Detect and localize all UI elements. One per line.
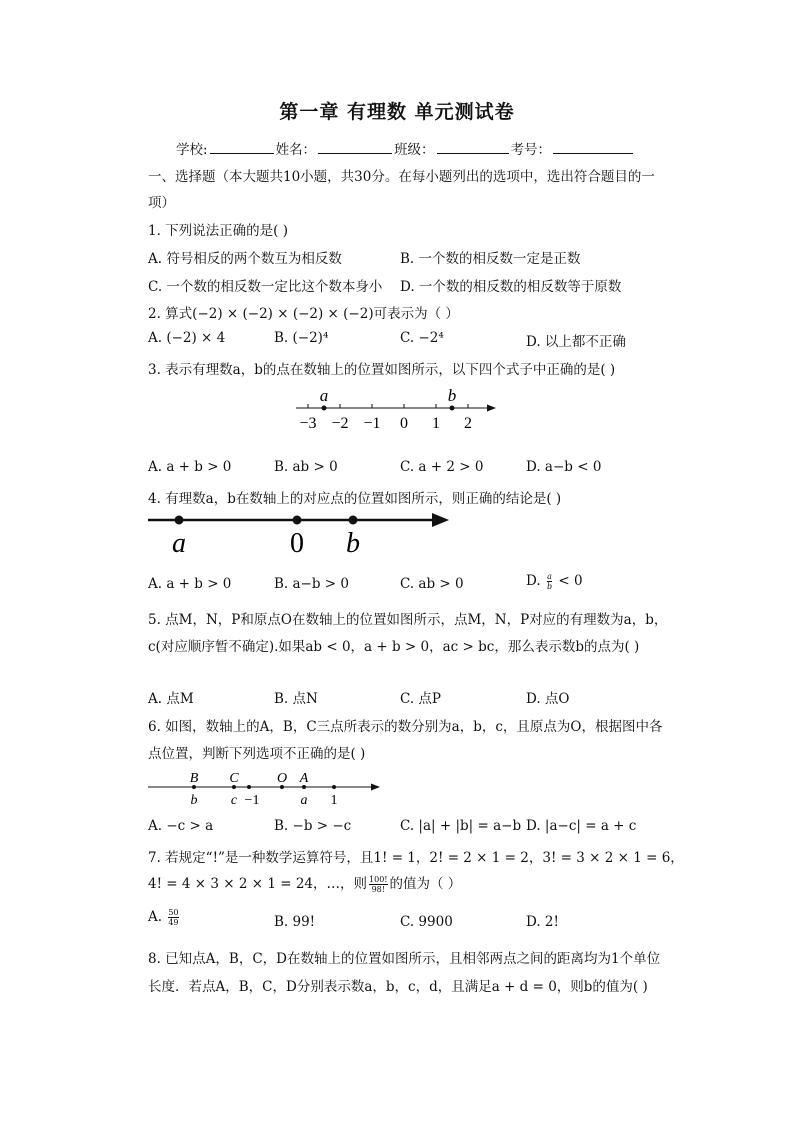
q5-option-b[interactable]: B. 点N (274, 691, 318, 707)
q3-number-line-figure (290, 383, 505, 435)
q4-option-c[interactable]: C. ab > 0 (400, 576, 464, 592)
school-label: 学校: (176, 142, 208, 158)
q6-option-c[interactable]: C. |a| + |b| = a−b (400, 818, 522, 834)
q4-option-b[interactable]: B. a−b > 0 (274, 576, 349, 592)
q6-label-B: B (189, 771, 199, 786)
q6-label-b: b (190, 793, 198, 808)
class-blank[interactable] (437, 141, 509, 154)
q4-option-a[interactable]: A. a + b > 0 (148, 576, 232, 592)
q3-option-a[interactable]: A. a + b > 0 (148, 459, 232, 475)
q5-option-a[interactable]: A. 点M (148, 691, 194, 707)
q4-stem: 4. 有理数a，b在数轴上的对应点的位置如图所示，则正确的结论是( ) (148, 491, 562, 507)
q3-option-b[interactable]: B. ab > 0 (274, 459, 338, 475)
q6-label-1: 1 (330, 793, 338, 808)
q2-stem: 2. 算式(−2) × (−2) × (−2) × (−2)可表示为（ ） (148, 306, 459, 322)
q6-label-A: A (299, 771, 309, 786)
q3-tick-0: 0 (400, 415, 408, 432)
q6-label-c: c (230, 793, 238, 808)
q4-number-line-figure (146, 508, 452, 562)
q2-option-b[interactable]: B. (−2)⁴ (274, 330, 329, 346)
q6-label-neg1: −1 (244, 793, 260, 808)
q7-option-d[interactable]: D. 2! (526, 914, 559, 930)
q1-option-a[interactable]: A. 符号相反的两个数互为相反数 (148, 251, 342, 267)
q7-stem-line1: 7. 若规定“!”是一种数学运算符号，且1! = 1，2! = 2 × 1 = 2，3! = 3 × 2 × 1 = 6， (148, 850, 684, 866)
q3-tick-2: 2 (464, 415, 472, 432)
school-blank[interactable] (210, 141, 274, 154)
q8-stem-line1: 8. 已知点A，B，C，D在数轴上的位置如图所示，且相邻两点之间的距离均为1个单位 (148, 951, 661, 967)
q1-option-d[interactable]: D. 一个数的相反数的相反数等于原数 (400, 279, 622, 295)
q7-option-a-denominator: 49 (168, 918, 179, 927)
q7-option-a-fraction (168, 908, 178, 927)
section-heading-line1: 一、选择题（本大题共10小题，共30分。在每小题列出的选项中，选出符合题目的一 (148, 169, 655, 185)
q4-label-a: a (172, 528, 186, 559)
q4-label-0: 0 (290, 528, 304, 559)
q7-stem-suffix: 的值为（ ） (389, 876, 462, 892)
q7-stem-line2 (148, 872, 461, 894)
q6-stem-line2: 点位置，判断下列选项不正确的是( ) (148, 746, 366, 762)
q6-option-d[interactable]: D. |a−c| = a + c (526, 818, 637, 834)
q3-stem: 3. 表示有理数a，b的点在数轴上的位置如图所示，以下四个式子中正确的是( ) (148, 362, 616, 378)
q3-tick-neg2: −2 (331, 415, 349, 432)
name-blank[interactable] (318, 141, 392, 154)
class-label: 班级： (394, 142, 435, 158)
section-heading-line2: 项） (148, 195, 175, 211)
q3-label-a: a (319, 386, 329, 405)
q8-stem-line2: 长度．若点A，B，C，D分别表示数a，b，c，d，且满足a + d = 0，则b的值为( ) (148, 979, 648, 995)
q2-option-a[interactable]: A. (−2) × 4 (148, 330, 226, 346)
q6-number-line-figure (146, 766, 382, 808)
q5-option-c[interactable]: C. 点P (400, 691, 442, 707)
q7-fraction (369, 875, 387, 894)
q4-label-b: b (346, 528, 360, 559)
q5-stem-line1: 5. 点M，N，P和原点O在数轴上的位置如图所示，点M，N，P对应的有理数为a，b， (148, 612, 668, 628)
q1-option-b[interactable]: B. 一个数的相反数一定是正数 (400, 251, 581, 267)
q7-option-a-prefix: A. (148, 909, 167, 925)
page-title: 第一章 有理数 单元测试卷 (279, 101, 515, 123)
q4-option-d-denominator: b (546, 582, 553, 591)
q3-tick-neg3: −3 (299, 415, 317, 432)
q3-option-c[interactable]: C. a + 2 > 0 (400, 459, 484, 475)
q3-label-b: b (447, 386, 457, 405)
exam-no-blank[interactable] (553, 141, 633, 154)
q3-tick-1: 1 (432, 415, 440, 432)
q7-stem-prefix: 4! = 4 × 3 × 2 × 1 = 24，…，则 (148, 876, 368, 892)
q6-option-b[interactable]: B. −b > −c (274, 818, 352, 834)
q7-option-a[interactable] (148, 908, 181, 927)
q1-stem: 1. 下列说法正确的是( ) (148, 223, 288, 239)
exam-no-label: 考号： (510, 142, 552, 158)
q4-option-d-fraction (547, 572, 552, 591)
q4-option-d-numerator: a (547, 572, 552, 581)
q6-stem-line1: 6. 如图，数轴上的A，B，C三点所表示的数分别为a，b，c，且原点为O，根据图中各 (148, 719, 663, 735)
q6-label-C: C (229, 771, 239, 786)
q5-stem-line2: c(对应顺序暂不确定).如果ab < 0，a + b > 0，ac > bc，那么表示数b的点为( ) (148, 639, 640, 655)
q7-option-c[interactable]: C. 9900 (400, 914, 453, 930)
q1-option-c[interactable]: C. 一个数的相反数一定比这个数本身小 (148, 279, 383, 295)
q5-option-d[interactable]: D. 点O (526, 691, 570, 707)
name-label: 姓名： (275, 142, 317, 158)
q6-label-a: a (300, 793, 308, 808)
q2-option-d[interactable]: D. 以上都不正确 (526, 334, 626, 350)
q3-tick-neg1: −1 (363, 415, 381, 432)
q6-option-a[interactable]: A. −c > a (148, 818, 214, 834)
q6-label-O: O (276, 771, 288, 786)
q7-option-a-numerator: 50 (168, 908, 179, 917)
q7-fraction-denominator: 98! (371, 885, 385, 894)
q4-option-d-suffix: < 0 (554, 573, 583, 589)
q7-fraction-numerator: 100! (369, 875, 388, 884)
q3-option-d[interactable]: D. a−b < 0 (526, 459, 602, 475)
q4-option-d[interactable] (526, 572, 583, 591)
q4-option-d-prefix: D. (526, 573, 545, 589)
q7-option-b[interactable]: B. 99! (274, 914, 316, 930)
q2-option-c[interactable]: C. −2⁴ (400, 330, 444, 346)
student-info (176, 138, 635, 158)
